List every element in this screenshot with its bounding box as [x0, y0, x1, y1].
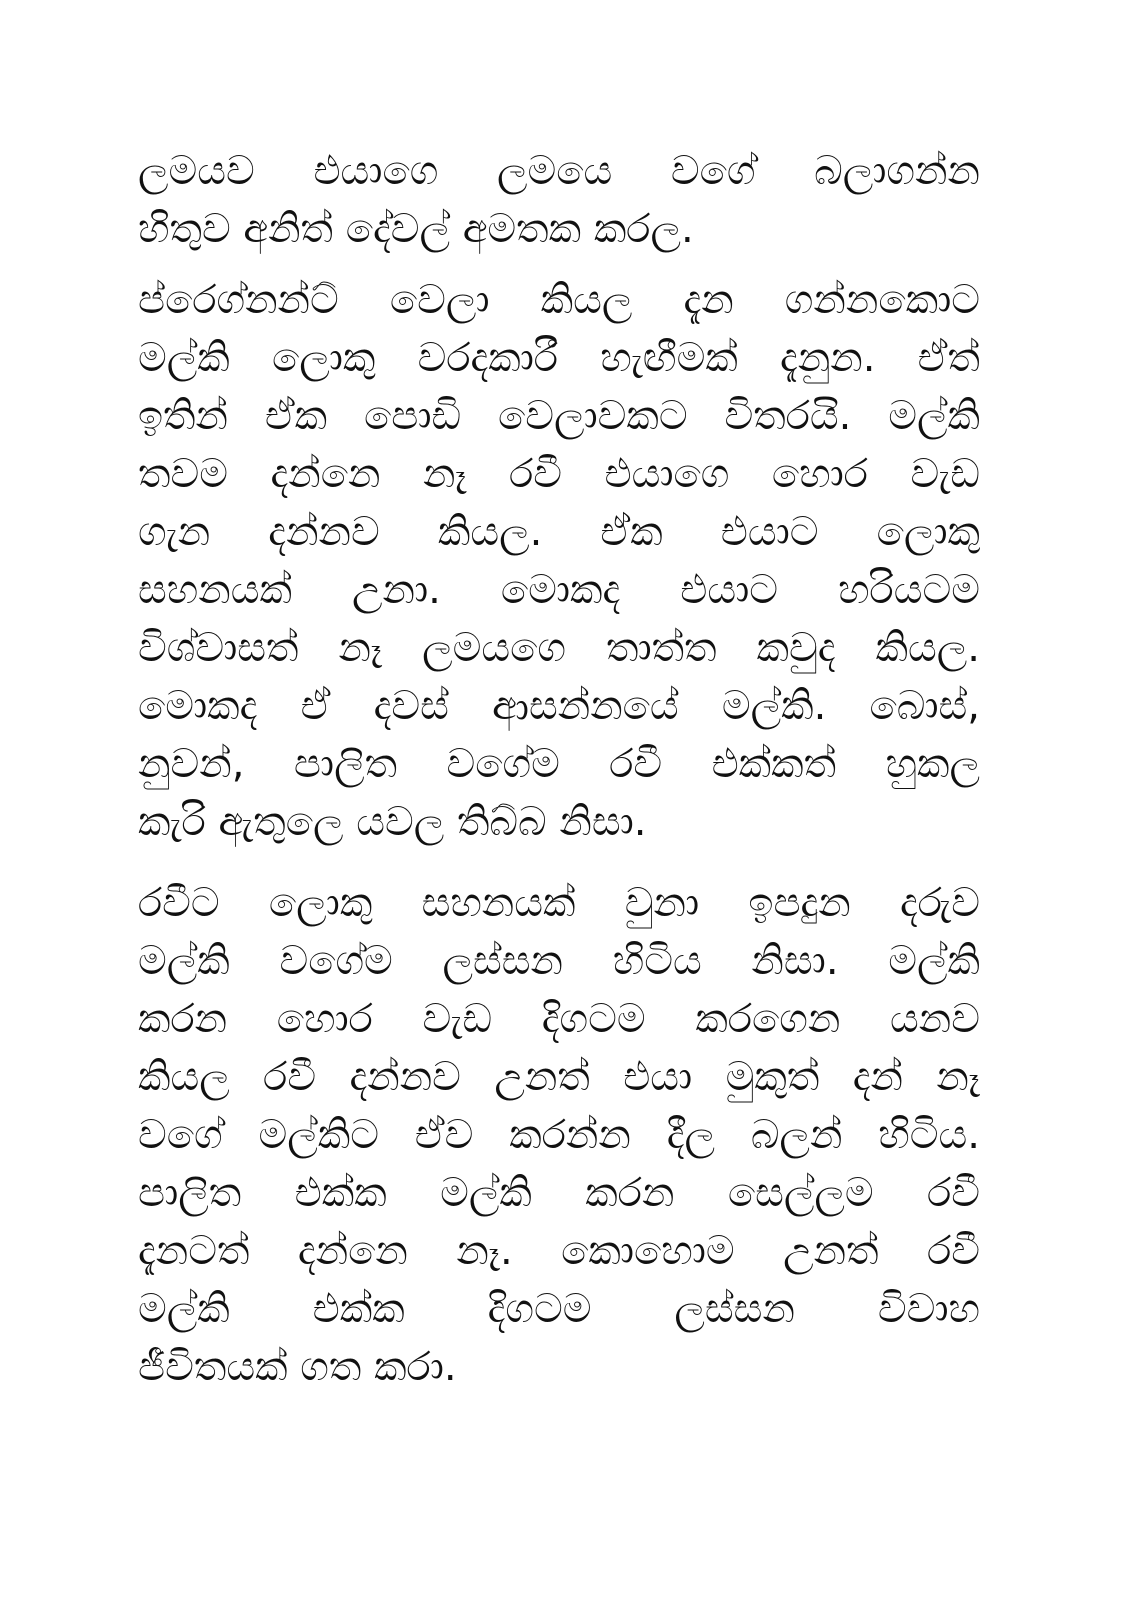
- text-line: හිතුව අනිත් දේවල් අමතක කරල.: [138, 206, 694, 252]
- text-line: කියල රවී දන්නව උනත් එයා මුකුත් දන් නෑ: [138, 1054, 980, 1100]
- text-line: ලමයව එයාගෙ ලමයෙ වගේ බලාගන්න: [138, 148, 980, 194]
- paragraph-1: [138, 142, 980, 258]
- text-line: මල්කි එක්ක දිගටම ලස්සන විවාහ: [138, 1286, 980, 1332]
- text-line: නුවන්, පාලිත වගේම රවී එක්කත් හුකල: [138, 741, 980, 787]
- text-line: සහනයක් උනා. මොකද එයාට හරියටම: [138, 567, 980, 613]
- text-line: රවීට ලොකු සහනයක් වුනා ඉපදුන දරුව: [138, 880, 980, 926]
- text-line: මොකද ඒ දවස් ආසන්නයේ මල්කි. බොස්,: [138, 683, 980, 729]
- paragraph-2: [138, 271, 980, 851]
- text-line: ඉතින් ඒක පොඩි වෙලාවකට විතරයි. මල්කි: [138, 393, 980, 439]
- text-line: කරන හොර වැඩ දිගටම කරගෙන යනව: [138, 996, 980, 1042]
- text-line: තවම දන්නෙ නෑ රවී එයාගෙ හොර වැඩ: [138, 451, 980, 497]
- text-line: ගැන දන්නව කියල. ඒක එයාට ලොකු: [138, 509, 980, 555]
- text-line: විශ්වාසත් නෑ ලමයගෙ තාත්ත කවුද කියල.: [138, 625, 980, 671]
- text-line: පාලිත එක්ක මල්කි කරන සෙල්ලම රවී: [138, 1170, 980, 1216]
- text-line: ප්රෙග්නන්ට් වෙලා කියල දැන ගන්නකොට: [138, 277, 980, 323]
- paragraph-3: [138, 874, 980, 1396]
- text-line: වගේ මල්කිට ඒව කරන්න දීල බලන් හිටිය.: [138, 1112, 980, 1158]
- text-line: දැනටත් දන්නෙ නෑ. කොහොම උනත් රවී: [138, 1228, 980, 1274]
- text-line: මල්කි වගේම ලස්සන හිටිය නිසා. මල්කි: [138, 938, 980, 984]
- text-line: මල්කි ලොකු වරදකාරී හැඟීමක් දැනුන. ඒත්: [138, 335, 980, 381]
- text-line: කැරි ඇතුලෙ යවල තිබ්බ නිසා.: [138, 799, 647, 845]
- text-line: ජීවිතයක් ගත කරා.: [138, 1344, 457, 1390]
